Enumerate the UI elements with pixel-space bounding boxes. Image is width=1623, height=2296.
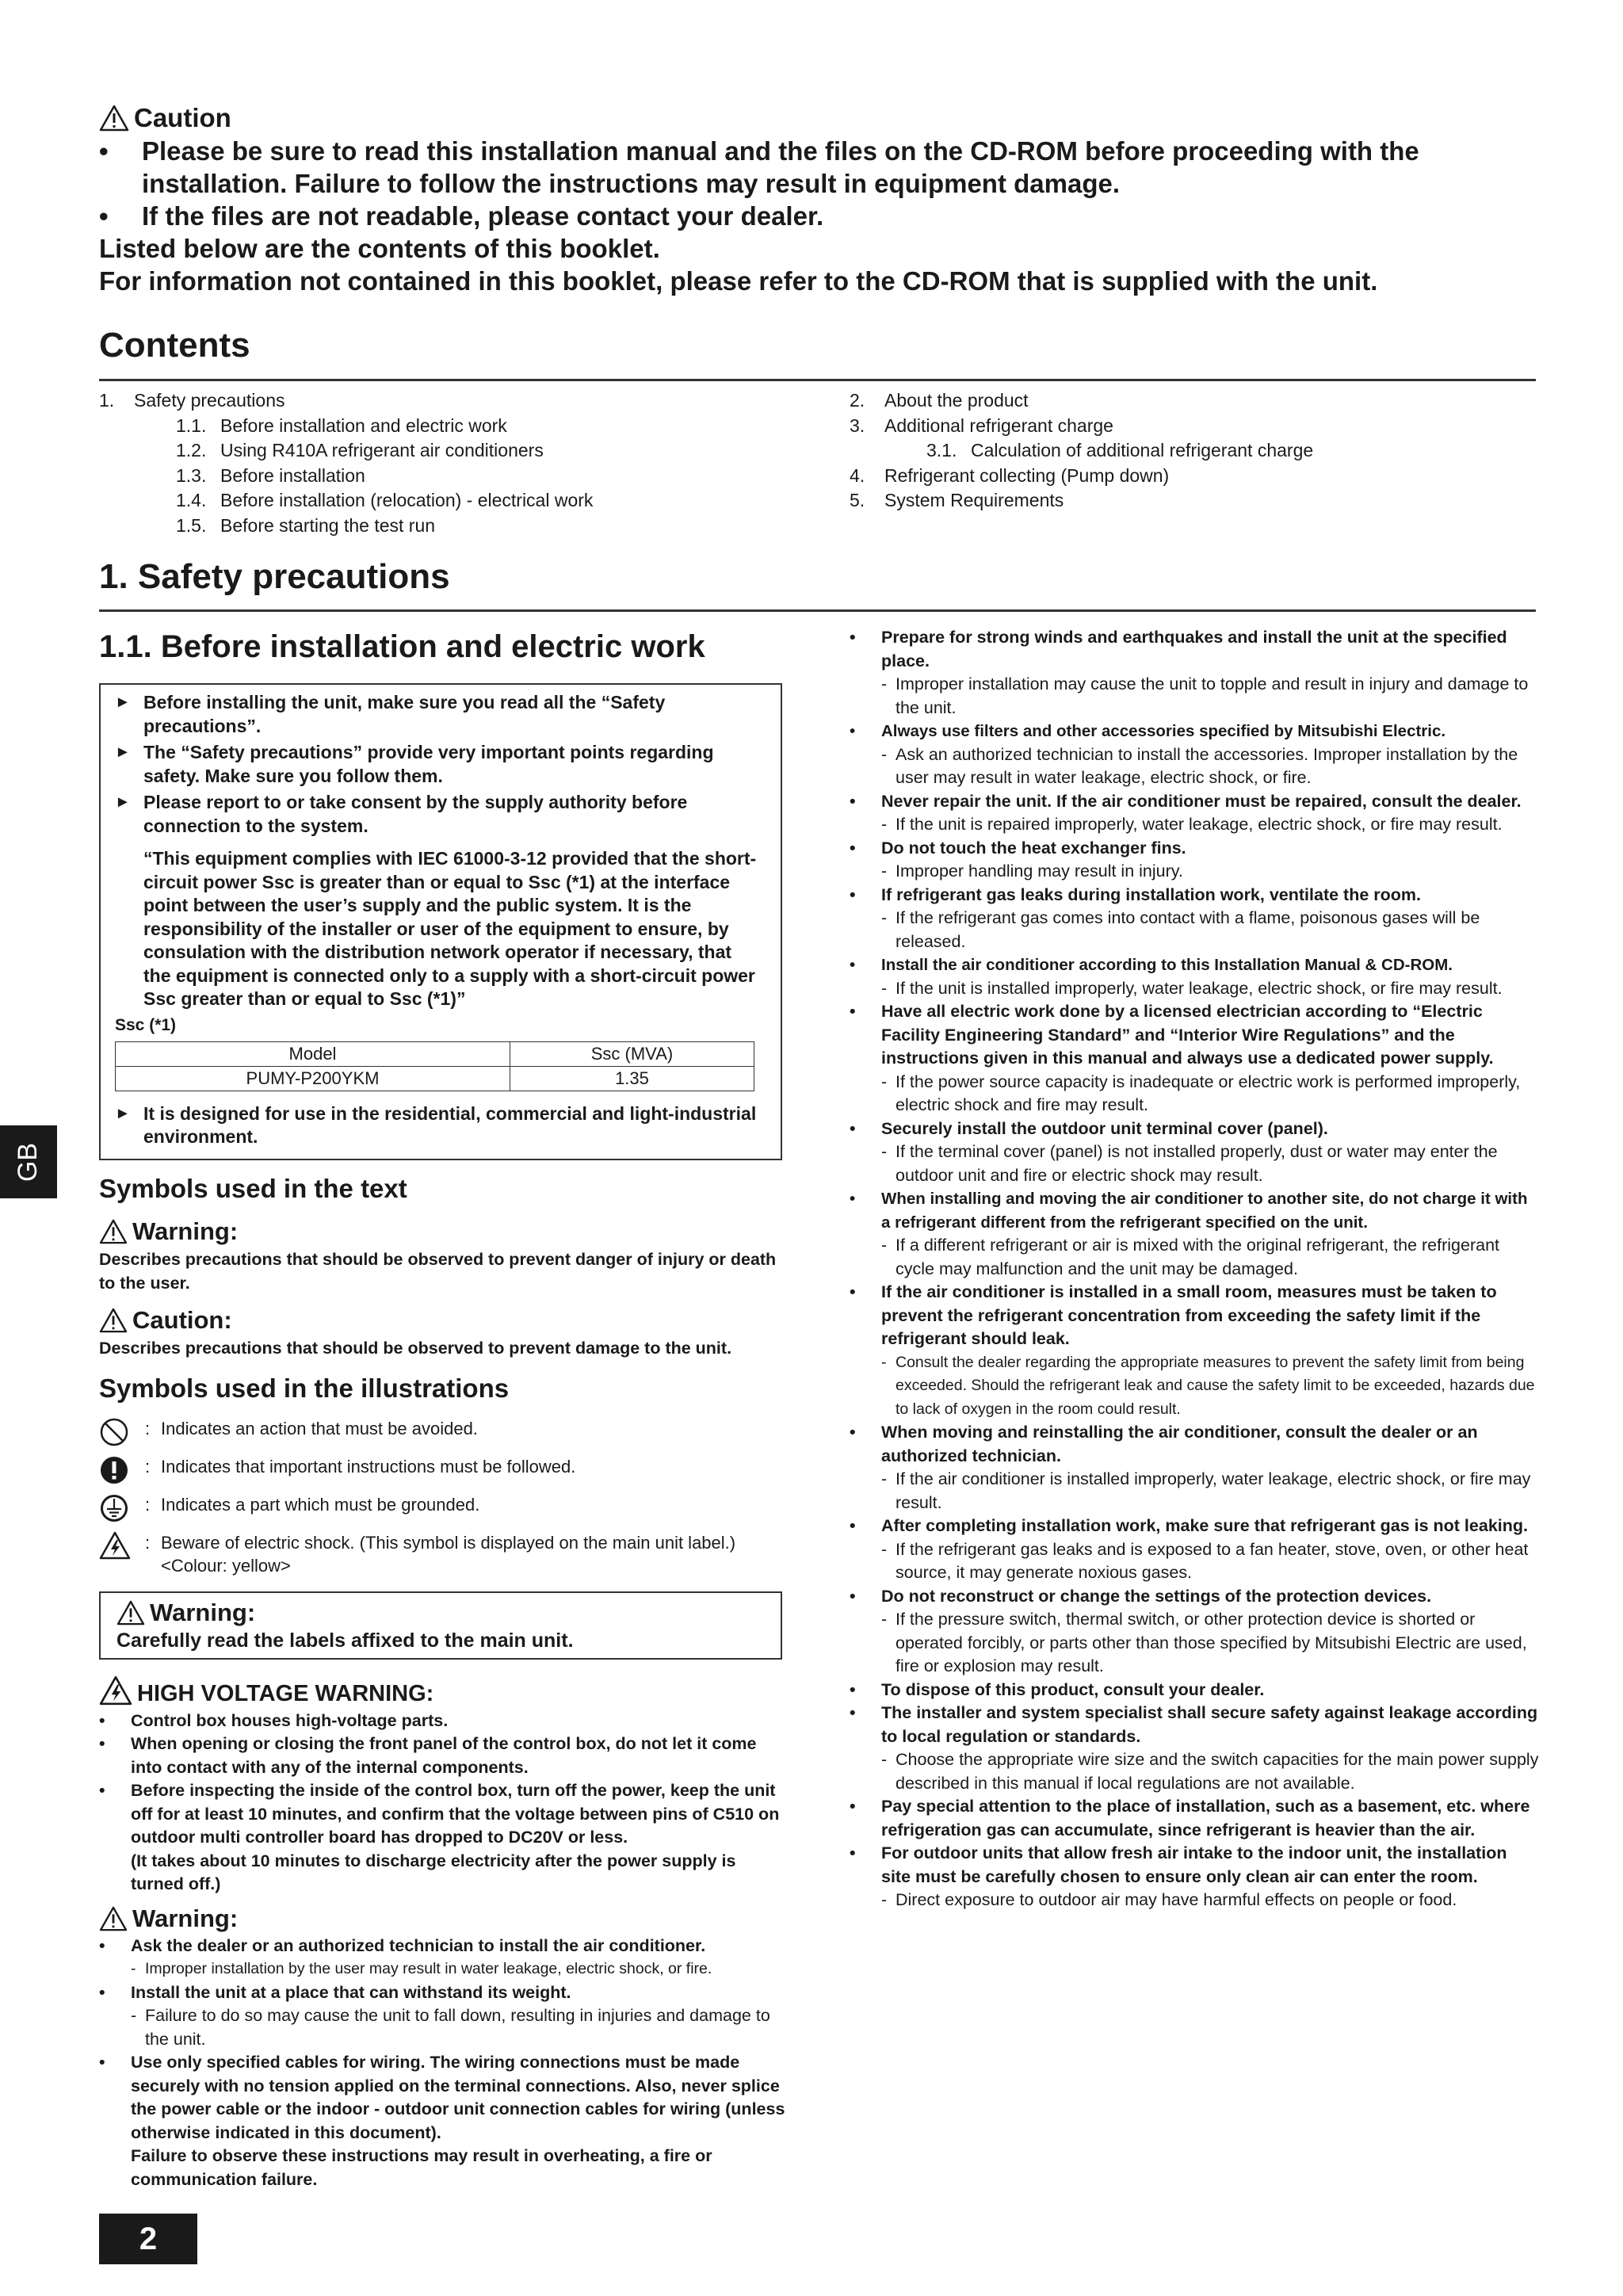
ssc-label: Ssc (*1) [115, 1015, 177, 1034]
right-bullet: • Always use filters and other accessories specified by Mitsubishi Electric. [850, 720, 1539, 743]
toc-entry: 4. Refrigerant collecting (Pump down) [850, 464, 1170, 486]
left-column [99, 626, 789, 2191]
intro-line: For information not contained in this booklet, please refer to the CD-ROM that is supplied with the unit. [99, 266, 1378, 296]
notice-item: ► Please report to or take consent by the supply authority before connection to the system. [115, 791, 763, 838]
hv-bullet: • Control box houses high-voltage parts. [99, 1710, 789, 1733]
right-bullet: • To dispose of this product, consult your dealer. [850, 1679, 1539, 1702]
contents-title: Contents [99, 326, 250, 365]
symbol-row: : Indicates a part which must be grounded. [99, 1493, 789, 1520]
right-sub: - If a different refrigerant or air is mixed with the original refrigerant, the refrigerant cycle may malfunction and the unit may be damaged. [850, 1234, 1539, 1281]
hv-bullet: • When opening or closing the front panel of the control box, do not let it come into contact with any of the internal components. [99, 1733, 789, 1779]
warning-bullet: • Use only specified cables for wiring. The wiring connections must be made securely with no tension applied on the terminal connections. Also, never splice the power cable or the indoor - outdoor unit connection cables for wiring (unless otherwise indicated in this document). [99, 2051, 789, 2145]
right-bullet: • Do not reconstruct or change the settings of the protection devices. [850, 1585, 1539, 1609]
warning-triangle-icon [99, 1219, 128, 1244]
toc-entry: 1.4. Before installation (relocation) - electrical work [176, 490, 594, 510]
right-sub: - If the refrigerant gas comes into contact with a flame, poisonous gases will be released. [850, 907, 1539, 953]
right-sub: - Consult the dealer regarding the appropriate measures to prevent the safety limit from being exceeded. Should the refrigerant leak and cause the safety limit to be exceeded, hazards due to lack of oxygen in the room could result. [850, 1351, 1539, 1422]
right-bullet: • When moving and reinstalling the air conditioner, consult the dealer or an authorized technician. [850, 1421, 1539, 1468]
warning-triangle-icon [99, 105, 129, 132]
toc-left [99, 388, 593, 538]
warning-heading: Warning: [99, 1903, 789, 1935]
mandatory-icon [99, 1455, 129, 1491]
page-number: 2 [99, 2214, 197, 2264]
table-header-cell: Model [116, 1041, 510, 1066]
right-sub: - Choose the appropriate wire size and the switch capacities for the main power supply described in this manual if local regulations are not available. [850, 1748, 1539, 1795]
right-bullet: • If refrigerant gas leaks during installation work, ventilate the room. [850, 884, 1539, 907]
symbol-row: : Beware of electric shock. (This symbol is displayed on the main unit label.) <Colour: yellow> [99, 1531, 789, 1577]
hv-note: (It takes about 10 minutes to discharge electricity after the power supply is turned off.) [131, 1851, 736, 1893]
divider-rule [99, 609, 1536, 612]
language-tab: GB [0, 1125, 57, 1198]
table-cell: PUMY-P200YKM [116, 1066, 510, 1091]
right-bullet: • Have all electric work done by a licensed electrician according to “Electric Facility Engineering Standard” and “Interior Wire Regulations” and the instructions given in this manual and always use a dedicated power supply. [850, 1000, 1539, 1071]
toc-entry: 1. Safety precautions [99, 390, 285, 411]
symbol-row: : Indicates that important instructions must be followed. [99, 1455, 789, 1482]
right-sub: - If the terminal cover (panel) is not installed properly, dust or water may enter the outdoor unit and fire or electric shock may result. [850, 1140, 1539, 1187]
right-bullet: • After completing installation work, make sure that refrigerant gas is not leaking. [850, 1515, 1539, 1538]
symbols-text-title: Symbols used in the text [99, 1173, 407, 1203]
right-sub: - If the unit is repaired improperly, water leakage, electric shock, or fire may result. [850, 813, 1539, 837]
caution-description: Describes precautions that should be observed to prevent damage to the unit. [99, 1338, 732, 1358]
caution-bullet: • If the files are not readable, please contact your dealer. [99, 200, 1549, 232]
right-bullet: • Securely install the outdoor unit terminal cover (panel). [850, 1117, 1539, 1141]
warning-sub: - Failure to do so may cause the unit to fall down, resulting in injuries and damage to the unit. [99, 2004, 789, 2051]
table-header-row [116, 1041, 754, 1066]
right-bullet: • Install the air conditioner according to this Installation Manual & CD-ROM. [850, 953, 1539, 977]
notice-item: ► Before installing the unit, make sure you read all the “Safety precautions”. [115, 691, 763, 738]
right-bullet: • Do not touch the heat exchanger fins. [850, 837, 1539, 861]
iec-quote: “This equipment complies with IEC 61000-3-12 provided that the short-circuit power Ssc is greater than or equal to Ssc (*1) at the interface point between the user’s supply and the public system. It is the responsibility of the installer or user of the equipment to ensure, by consulation with the distribution network operator if necessary, that the equipment is connected only to a supply with a short-circuit power Ssc greater than or equal to Ssc (*1)” [143, 848, 757, 1009]
warning-note: Failure to observe these instructions may result in overheating, a fire or communication failure. [131, 2146, 712, 2189]
labels-warning-box [99, 1591, 782, 1660]
right-sub: - Improper handling may result in injury. [850, 860, 1539, 884]
toc-entry: 1.3. Before installation [176, 464, 365, 486]
hv-bullet: • Before inspecting the inside of the control box, turn off the power, keep the unit off for at least 10 minutes, and confirm that the voltage between pins of C510 on outdoor multi controller board has dropped to DC20V or less. [99, 1779, 789, 1850]
table-header-cell: Ssc (MVA) [510, 1041, 754, 1066]
right-sub: - If the pressure switch, thermal switch, or other protection device is shorted or operated forcibly, or parts other than those specified by Mitsubishi Electric are used, fire or explosion may result. [850, 1608, 1539, 1679]
section-title: 1. Safety precautions [99, 557, 450, 596]
right-sub: - If the refrigerant gas leaks and is exposed to a fan heater, stove, oven, or other heat source, it may generate noxious gases. [850, 1538, 1539, 1585]
toc-entry: 1.2. Using R410A refrigerant air conditioners [176, 440, 544, 460]
intro-line: Listed below are the contents of this booklet. [99, 234, 660, 263]
table-row [116, 1066, 754, 1091]
safety-notice-box [99, 683, 782, 1160]
table-cell: 1.35 [510, 1066, 754, 1091]
warning-bullet: • Install the unit at a place that can withstand its weight. [99, 1981, 789, 2005]
electric-shock-icon [99, 1675, 132, 1706]
ssc-table [115, 1041, 754, 1091]
top-caution-block [99, 101, 1549, 297]
warning-heading: Warning: [99, 1216, 789, 1247]
caution-heading: Caution [99, 101, 1549, 135]
warning-sub: - Improper installation by the user may result in water leakage, electric shock, or fire. [99, 1958, 789, 1981]
right-bullet: • The installer and system specialist shall secure safety against leakage according to local regulation or standards. [850, 1702, 1539, 1748]
right-bullet: • Never repair the unit. If the air conditioner must be repaired, consult the dealer. [850, 790, 1539, 814]
toc-entry: 3. Additional refrigerant charge [850, 415, 1113, 436]
symbol-row: : Indicates an action that must be avoided. [99, 1417, 789, 1444]
right-sub: - Ask an authorized technician to install the accessories. Improper installation by the user may result in water leakage, electric shock, or fire. [850, 743, 1539, 790]
toc-entry: 1.1. Before installation and electric work [176, 415, 507, 436]
caution-heading: Caution: [99, 1305, 789, 1336]
right-sub: - If the air conditioner is installed improperly, water leakage, electric shock, or fire may result. [850, 1468, 1539, 1515]
ground-icon [99, 1493, 129, 1529]
right-bullet: • For outdoor units that allow fresh air intake to the indoor unit, the installation site must be carefully chosen to ensure only clean air can enter the room. [850, 1842, 1539, 1889]
caution-bullet: • Please be sure to read this installation manual and the files on the CD-ROM before proceeding with the installation. Failure to follow the instructions may result in equipment damage. [99, 135, 1549, 200]
warning-description: Describes precautions that should be observed to prevent danger of injury or death to the user. [99, 1249, 777, 1293]
toc-entry: 1.5. Before starting the test run [176, 514, 436, 536]
toc-right [850, 388, 1313, 514]
right-bullet: • If the air conditioner is installed in a small room, measures must be taken to prevent the refrigerant concentration from exceeding the safety limit if the refrigerant should leak. [850, 1281, 1539, 1351]
labels-warning-text: Carefully read the labels affixed to the main unit. [116, 1629, 574, 1652]
right-column [850, 626, 1539, 1912]
electric-shock-icon [99, 1531, 131, 1565]
right-sub: - Improper installation may cause the unit to topple and result in injury and damage to the unit. [850, 673, 1539, 720]
notice-item: ► It is designed for use in the residential, commercial and light-industrial environment. [115, 1102, 763, 1149]
warning-triangle-icon [99, 1308, 128, 1333]
divider-rule [99, 379, 1536, 381]
right-bullet: • When installing and moving the air conditioner to another site, do not charge it with a refrigerant different from the refrigerant specified on the unit. [850, 1187, 1539, 1234]
warning-heading: Warning: [116, 1598, 765, 1628]
prohibited-icon [99, 1417, 129, 1453]
warning-triangle-icon [99, 1906, 128, 1931]
toc-entry: 3.1. Calculation of additional refrigerant charge [926, 440, 1314, 460]
warning-bullet: • Ask the dealer or an authorized technician to install the air conditioner. [99, 1935, 789, 1958]
subsection-title: 1.1. Before installation and electric work [99, 629, 705, 664]
right-sub: - Direct exposure to outdoor air may have harmful effects on people or food. [850, 1889, 1539, 1912]
warning-triangle-icon [116, 1600, 145, 1626]
right-sub: - If the power source capacity is inadequate or electric work is performed improperly, electric shock and fire may result. [850, 1071, 1539, 1117]
toc-entry: 2. About the product [850, 390, 1029, 411]
right-bullet: • Pay special attention to the place of installation, such as a basement, etc. where refrigeration gas can accumulate, since refrigerant is heavier than the air. [850, 1795, 1539, 1842]
symbols-illus-title: Symbols used in the illustrations [99, 1373, 510, 1403]
high-voltage-heading: HIGH VOLTAGE WARNING: [99, 1675, 789, 1710]
right-sub: - If the unit is installed improperly, water leakage, electric shock, or fire may result. [850, 977, 1539, 1001]
right-bullet: • Prepare for strong winds and earthquakes and install the unit at the specified place. [850, 626, 1539, 673]
toc-entry: 5. System Requirements [850, 490, 1064, 510]
notice-item: ► The “Safety precautions” provide very important points regarding safety. Make sure you follow them. [115, 741, 763, 788]
